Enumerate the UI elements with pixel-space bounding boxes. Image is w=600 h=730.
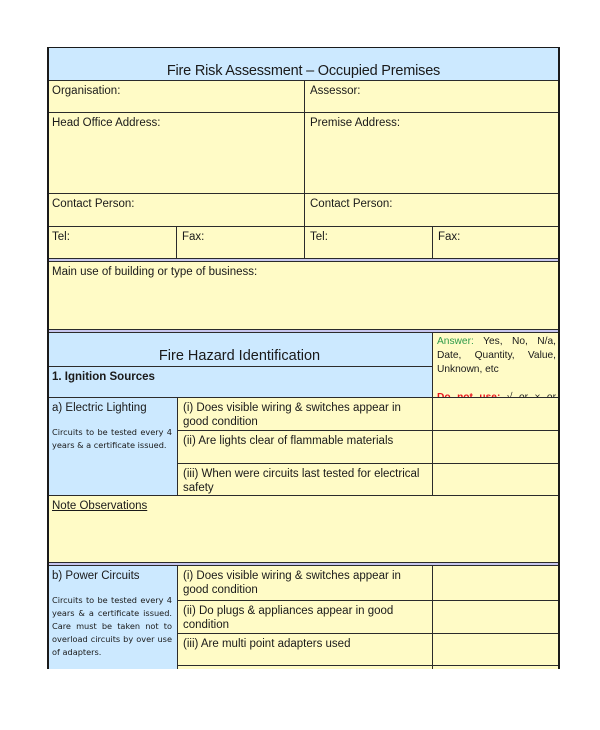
question-row-cut — [177, 665, 432, 669]
question-text: (iii) Are multi point adapters used — [183, 638, 351, 650]
contact-person-right-field[interactable] — [304, 193, 560, 226]
question-row — [177, 600, 432, 633]
note-observations-field[interactable] — [47, 495, 560, 562]
group-electric-lighting — [47, 397, 177, 495]
assessor-field[interactable] — [304, 80, 560, 112]
question-text: (iii) When were circuits last tested for electrical safety — [183, 468, 420, 494]
group-note: Circuits to be tested every 4 years & a certificate issued. Care must be taken not to overload circuits by over use of adapters. — [52, 595, 172, 657]
answer-legend — [432, 333, 560, 397]
answer-label: Answer: — [437, 336, 474, 347]
group-power-circuits — [47, 566, 177, 669]
answer-input[interactable] — [432, 600, 560, 633]
contact-person-left-label: Contact Person: — [52, 198, 135, 210]
note-observations-label: Note Observations — [52, 500, 148, 512]
contact-person-left-field[interactable] — [47, 193, 304, 226]
answer-input[interactable] — [432, 566, 560, 600]
question-row — [177, 633, 432, 665]
answer-input[interactable] — [432, 463, 560, 495]
question-text: (ii) Do plugs & appliances appear in good condition — [183, 605, 394, 631]
tel-right-field[interactable] — [304, 226, 432, 258]
contact-person-right-label: Contact Person: — [310, 198, 393, 210]
assessor-label: Assessor: — [310, 85, 361, 97]
answer-options: Yes, No, N/a, Date, Quantity, Value, Unknown, etc — [437, 336, 556, 375]
fax-left-field[interactable] — [176, 226, 304, 258]
form-title: Fire Risk Assessment – Occupied Premises — [47, 47, 560, 80]
question-text: (i) Does visible wiring & switches appear in good condition — [183, 570, 401, 596]
main-use-field[interactable] — [47, 262, 560, 329]
fax-right-label: Fax: — [438, 231, 461, 243]
organisation-field[interactable] — [47, 80, 304, 112]
ignition-sources-heading: 1. Ignition Sources — [47, 366, 432, 397]
hazard-section-title: Fire Hazard Identification — [47, 333, 432, 366]
group-label: b) Power Circuits — [52, 570, 140, 582]
group-label: a) Electric Lighting — [52, 402, 147, 414]
question-text: (ii) Are lights clear of flammable materials — [183, 435, 394, 447]
question-row — [177, 397, 432, 430]
question-text: (i) Does visible wiring & switches appear in good condition — [183, 402, 401, 428]
main-use-label: Main use of building or type of business: — [52, 266, 258, 278]
organisation-label: Organisation: — [52, 85, 121, 97]
head-office-address-label: Head Office Address: — [52, 117, 161, 129]
answer-input[interactable] — [432, 665, 560, 669]
answer-input[interactable] — [432, 430, 560, 463]
fax-left-label: Fax: — [182, 231, 205, 243]
answer-input[interactable] — [432, 633, 560, 665]
tel-left-label: Tel: — [52, 231, 70, 243]
question-row — [177, 566, 432, 600]
tel-left-field[interactable] — [47, 226, 176, 258]
fax-right-field[interactable] — [432, 226, 560, 258]
head-office-address-field[interactable] — [47, 112, 304, 193]
question-row — [177, 430, 432, 463]
group-note: Circuits to be tested every 4 years & a certificate issued. — [52, 427, 172, 450]
answer-input[interactable] — [432, 397, 560, 430]
premise-address-field[interactable] — [304, 112, 560, 193]
fire-risk-assessment-form — [47, 47, 560, 669]
premise-address-label: Premise Address: — [310, 117, 401, 129]
question-row — [177, 463, 432, 495]
tel-right-label: Tel: — [310, 231, 328, 243]
